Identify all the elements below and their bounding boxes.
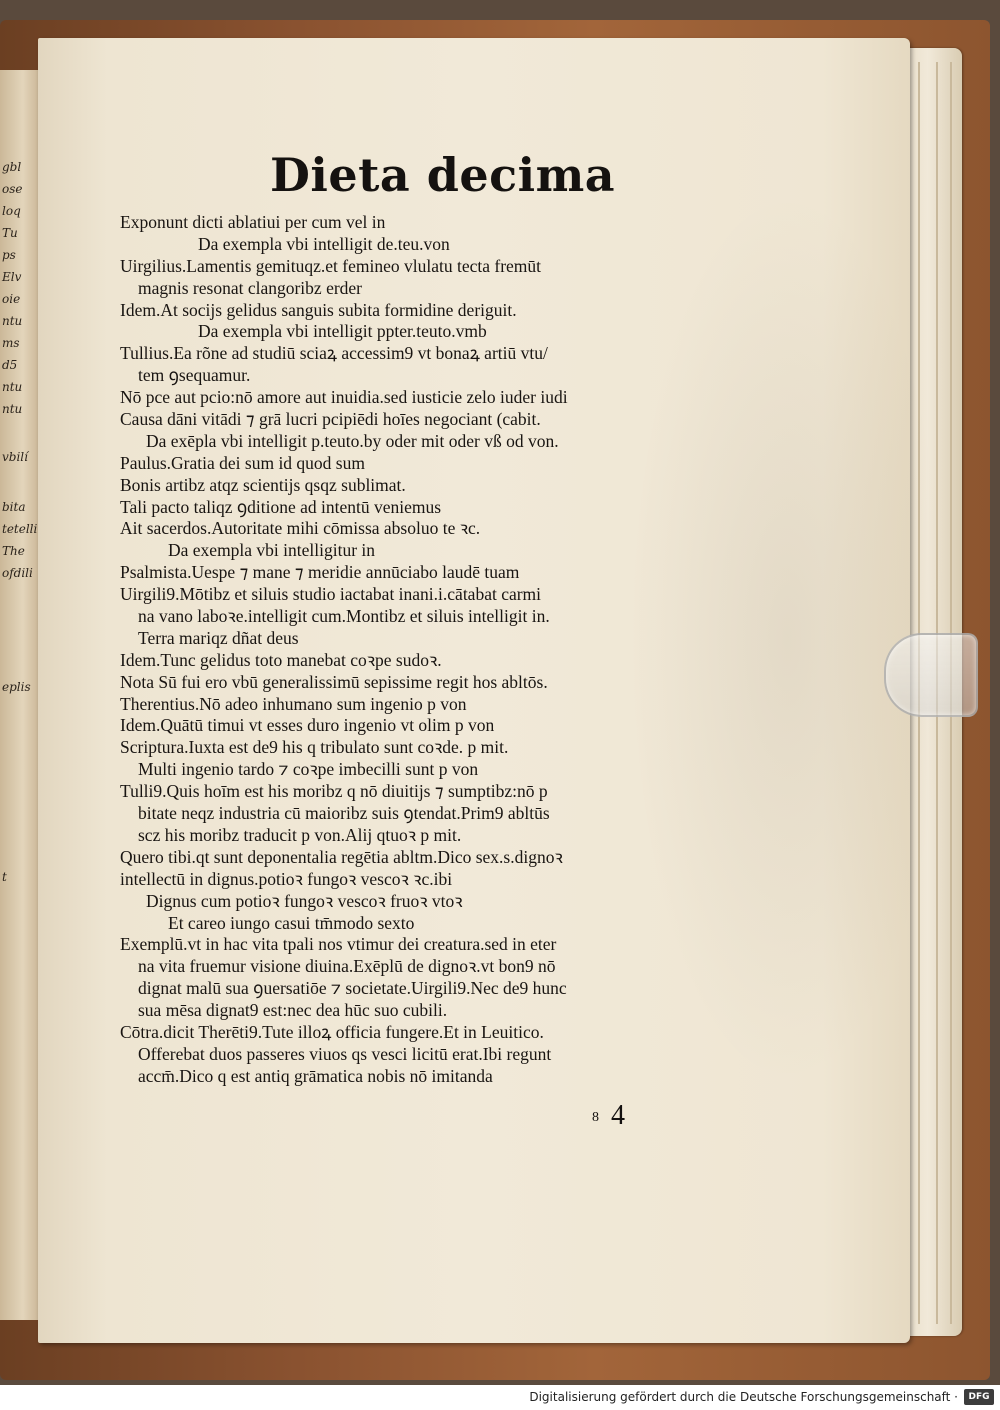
left-page-edge (0, 70, 40, 1320)
text-line: Da exempla vbi intelligitur in (168, 540, 376, 561)
text-line: Idem.Tunc gelidus toto manebat coꝛpe sudoꝛ. (120, 649, 442, 670)
left-page-fragment: ms (2, 336, 20, 350)
text-line: Tullius.Ea rõne ad studiū sciaꝝ accessim9 vt bonaꝝ artiū vtu/ (120, 343, 548, 364)
left-page-fragment: The (2, 544, 25, 558)
signature-mark: 8 (592, 1109, 599, 1125)
left-page-fragment: vbilí (2, 450, 28, 464)
text-line: sua mēsa dignat9 est:nec dea hūc suo cubili. (138, 1000, 448, 1021)
text-line: Idem.Quātū timui vt esses duro ingenio vt olim p von (120, 715, 495, 736)
page-title: Dieta decima (270, 148, 616, 202)
text-line: Et careo iungo casui tm̄modo sexto (168, 912, 415, 933)
left-page-fragment: d5 (2, 358, 18, 372)
text-line: Psalmista.Uespe ⁊ mane ⁊ meridie annūciabo laudē tuam (120, 562, 520, 583)
text-line: na vano laboꝛe.intelligit cum.Montibz et siluis intelligit in. (138, 606, 550, 627)
text-line: Nota Sū fui ero vbū generalissimū sepissime regit hos abltōs. (120, 671, 548, 692)
text-line: Causa dāni vitādi ⁊ grā lucri pcipiēdi hoīes negociant (cabit. (120, 409, 541, 430)
left-page-fragment: t (2, 870, 7, 884)
text-line: Cōtra.dicit Therēti9.Tute illoꝝ officia fungere.Et in Leuitico. (120, 1021, 544, 1042)
text-line: Nō pce aut pcio:nō amore aut inuidia.sed iusticie zelo iuder iudi (120, 387, 568, 408)
text-line: Da exēpla vbi intelligit p.teuto.by oder mit oder vß od von. (146, 430, 559, 451)
text-line: Therentius.Nō adeo inhumano sum ingenio p von (120, 693, 467, 714)
text-line: Da exempla vbi intelligit de.teu.von (198, 233, 450, 254)
text-line: Dignus cum potioꝛ fungoꝛ vescoꝛ fruoꝛ vtoꝛ (146, 890, 463, 911)
text-line: Exemplū.vt in hac vita tpali nos vtimur dei creatura.sed in eter (120, 934, 557, 955)
text-line: Exponunt dicti ablatiui per cum vel in (120, 212, 386, 232)
text-line: Terra mariqz dñat deus (138, 627, 299, 648)
left-page-fragment: tetelli (2, 522, 38, 536)
text-line: accm̄.Dico q est antiq grāmatica nobis nō imitanda (138, 1065, 493, 1086)
text-body (120, 212, 680, 1088)
left-page-fragment: ofdili (2, 566, 33, 580)
text-line: Idem.At socijs gelidus sanguis subita formidine deriguit. (120, 299, 517, 320)
text-line: Bonis artibz atqz scientijs qsqz sublimat. (120, 474, 406, 495)
footer-credit: Digitalisierung gefördert durch die Deutsche Forschungsgemeinschaft · (529, 1390, 958, 1404)
text-line: Tulli9.Quis hoīm est his moribz q nō diuitijs ⁊ sumptibz:nō p (120, 781, 548, 802)
text-line: magnis resonat clangoribz erder (138, 277, 363, 298)
left-page-fragment: eplis (2, 680, 31, 694)
text-line: dignat malū sua ꝯuersatiōe ⁊ societate.Uirgili9.Nec de9 hunc (138, 978, 567, 999)
text-line: Tali pacto taliqz ꝯditione ad intentū veniemus (120, 496, 442, 517)
text-line: Ait sacerdos.Autoritate mihi cōmissa absoluo te ꝛc. (120, 518, 481, 539)
text-line: Scriptura.Iuxta est de9 his q tribulato sunt coꝛde. p mit. (120, 737, 509, 758)
text-line: bitate neqz industria cū maioribz suis ꝯtendat.Prim9 abltūs (138, 803, 550, 824)
text-line: Multi ingenio tardo ⁊ coꝛpe imbecilli sunt p von (138, 759, 479, 780)
text-line: Da exempla vbi intelligit ppter.teuto.vmb (198, 321, 487, 342)
left-page-fragment: ntu (2, 314, 23, 328)
left-page-fragment: bita (2, 500, 26, 514)
page-clip (884, 633, 978, 717)
footer-bar (0, 1385, 1000, 1410)
left-page-fragment: Elv (2, 270, 22, 284)
text-line: na vita fruemur visione diuina.Exēplū de dignoꝛ.vt bon9 nō (138, 956, 556, 977)
left-page-fragment: Tu (2, 226, 18, 240)
text-line: Quero tibi.qt sunt deponentalia regētia abltm.Dico sex.s.dignoꝛ (120, 846, 563, 867)
text-line: intellectū in dignus.potioꝛ fungoꝛ vescoꝛ ꝛc.ibi (120, 868, 453, 889)
left-page-fragment: loq (2, 204, 21, 218)
left-page-fragment: oie (2, 292, 21, 306)
left-page-fragment: ps (2, 248, 16, 262)
left-page-fragment: gbl (2, 160, 22, 174)
text-line: Uirgilius.Lamentis gemituqz.et femineo vlulatu tecta fremūt (120, 255, 542, 276)
text-line: Uirgili9.Mōtibz et siluis studio iactabat inani.i.cātabat carmi (120, 584, 542, 605)
text-line: scz his moribz traducit p von.Alij qtuoꝛ p mit. (138, 824, 462, 845)
left-page-fragment: ntu (2, 402, 23, 416)
text-line: Paulus.Gratia dei sum id quod sum (120, 452, 365, 473)
left-page-fragment: ntu (2, 380, 23, 394)
page-number: 4 (611, 1100, 625, 1131)
page-number-area (592, 1100, 625, 1132)
text-line: Offerebat duos passeres viuos qs vesci licitū erat.Ibi regunt (138, 1043, 552, 1064)
dfg-logo-icon: DFG (964, 1389, 994, 1405)
left-page-fragment: ose (2, 182, 23, 196)
text-line: tem ꝯsequamur. (138, 365, 251, 386)
